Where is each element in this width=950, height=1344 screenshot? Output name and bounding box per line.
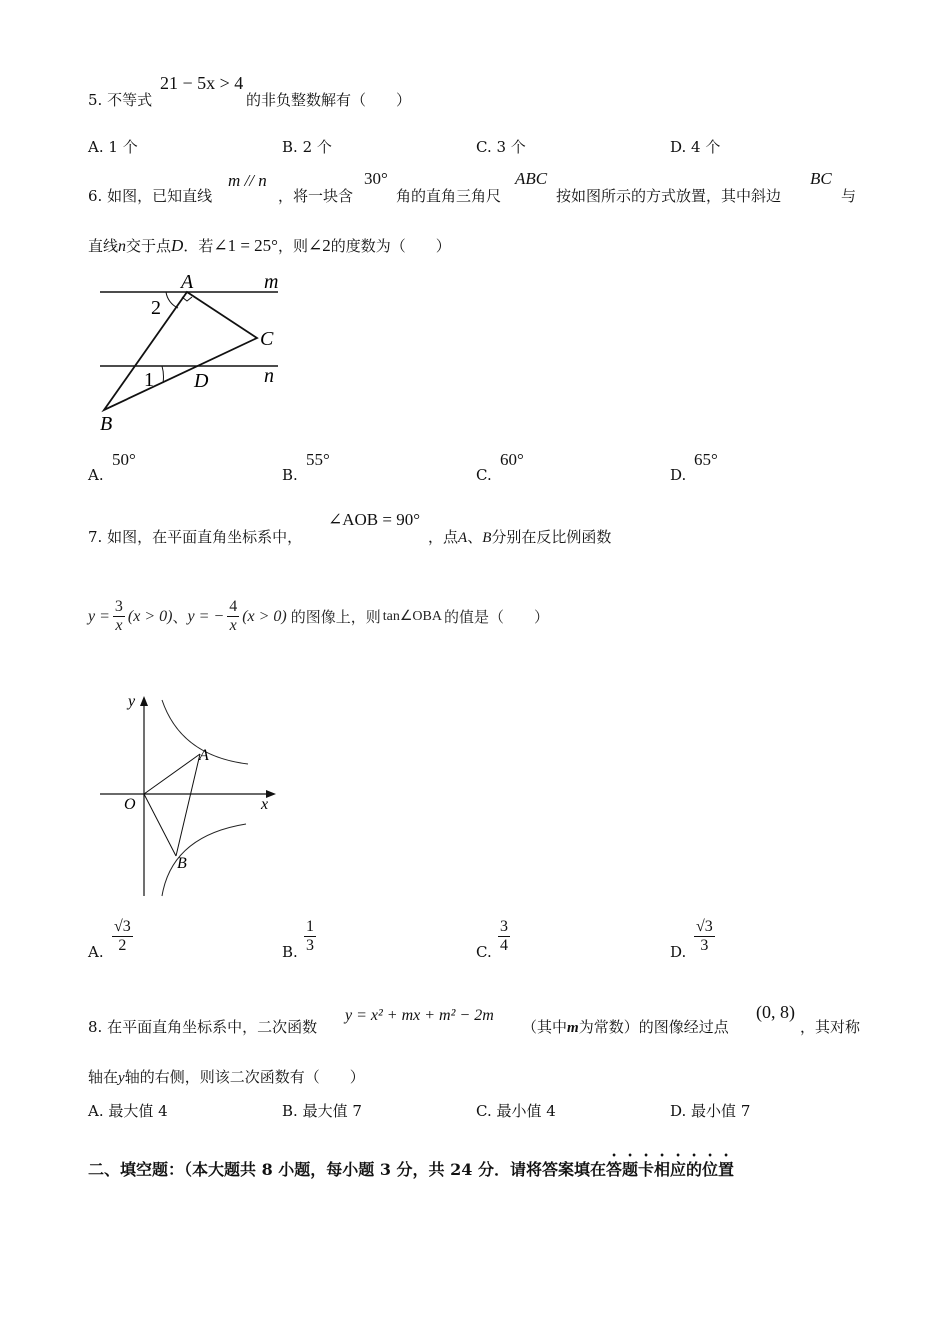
q8-stem-line2: 轴在y轴的右侧，则该二次函数有（ ） [88, 1068, 365, 1086]
q5-text-end: 的非负整数解有（ ） [246, 91, 412, 109]
q8-math-quadratic: y = x² + mx + m² − 2m [345, 1007, 494, 1024]
triangle-abc [104, 292, 257, 410]
label-b: B [100, 413, 113, 435]
q8-option-a[interactable]: A. 最大值 4 [88, 1102, 168, 1120]
q7-option-a-letter[interactable]: A. [88, 943, 104, 961]
angle-1-arc [162, 366, 163, 383]
q6-option-a[interactable]: 50° [112, 450, 136, 469]
label-2: 2 [151, 297, 161, 319]
q8-text4: ，其对称 [800, 1018, 861, 1036]
label-a: A [181, 271, 194, 293]
q5-stem: 5. 不等式 [88, 91, 153, 109]
q6-option-c-letter[interactable]: C. [476, 466, 492, 484]
angle-2-arc [166, 292, 178, 308]
q6-math-parallel: m // n [228, 171, 267, 190]
q6-option-b-letter[interactable]: B. [282, 466, 298, 484]
q7-figure [96, 688, 286, 900]
section-2-emphasis: 答题卡相应的位置 [605, 1160, 734, 1179]
y-axis-arrow [140, 696, 148, 706]
q7-functions: y = $\frac{3}{x}$ (x > 0) 、 y = − $\frac{4}{x}$ (x > 0) 的图像上，则 tan∠OBA 的值是（ ） [88, 598, 549, 634]
q6-text5: 与 [841, 187, 857, 205]
segment-ob [144, 794, 176, 856]
q7-option-b[interactable]: $\frac{1}{3}$ [306, 918, 314, 954]
q6-option-b[interactable]: 55° [306, 450, 330, 469]
label-a: A [199, 747, 209, 764]
q5-option-b[interactable]: B. 2 个 [282, 138, 332, 156]
q8-point: (0, 8) [756, 1002, 795, 1022]
section-2-heading: 二、填空题：（本大题共 8 小题，每小题 3 分，共 24 分．请将答案填在答题卡相应的位置 [88, 1160, 734, 1179]
q5-option-d[interactable]: D. 4 个 [670, 138, 721, 156]
q8-option-b[interactable]: B. 最大值 7 [282, 1102, 362, 1120]
label-y: y [128, 693, 136, 710]
q5-option-a[interactable]: A. 1 个 [88, 138, 138, 156]
q6-text4: 按如图所示的方式放置，其中斜边 [556, 187, 782, 205]
q6-option-c[interactable]: 60° [500, 450, 524, 469]
q8-text2: （其中m为常数）的图像经过点 [522, 1018, 729, 1036]
q6-option-a-letter[interactable]: A. [88, 466, 104, 484]
q6-text3: 角的直角三角尺 [396, 187, 502, 205]
q7-option-d[interactable]: $\frac{√3}{3}$ [696, 918, 713, 954]
label-o: O [124, 796, 136, 813]
q6-option-d-letter[interactable]: D. [670, 466, 687, 484]
q7-text2: ，点A、B分别在反比例函数 [428, 528, 612, 546]
q6-option-d[interactable]: 65° [694, 450, 718, 469]
q6-math-bc: BC [810, 169, 832, 188]
curve-neg4-over-x [162, 824, 246, 896]
q8-option-c[interactable]: C. 最小值 4 [476, 1102, 556, 1120]
q5-text: 不等式 [107, 91, 153, 109]
q7-option-a[interactable]: $\frac{√3}{2}$ [114, 918, 131, 954]
q7-option-c-letter[interactable]: C. [476, 943, 492, 961]
q5-inequality: 21 − 5x > 4 [160, 73, 244, 93]
q6-stem-line1: 6. 如图，已知直线 [88, 187, 213, 205]
q6-figure [90, 268, 300, 438]
label-n: n [264, 365, 274, 387]
q7-option-d-letter[interactable]: D. [670, 943, 687, 961]
q7-math-aob: ∠AOB = 90° [328, 510, 421, 529]
label-b: B [177, 855, 187, 872]
q6-stem-line2: 直线n交于点D．若∠1 = 25°，则∠2的度数为（ ） [88, 236, 451, 255]
q8-stem-line1: 8. 在平面直角坐标系中，二次函数 [88, 1018, 318, 1036]
right-angle-mark [182, 297, 192, 301]
q6-math-30: 30° [364, 169, 388, 188]
label-c: C [260, 328, 274, 350]
label-m: m [264, 271, 279, 293]
q7-option-b-letter[interactable]: B. [282, 943, 298, 961]
label-x: x [261, 796, 269, 813]
q5-option-c[interactable]: C. 3 个 [476, 138, 526, 156]
q6-text2: ，将一块含 [278, 187, 354, 205]
q7-stem-line1: 7. 如图，在平面直角坐标系中， [88, 528, 303, 546]
q8-option-d[interactable]: D. 最小值 7 [670, 1102, 751, 1120]
q7-option-c[interactable]: $\frac{3}{4}$ [500, 918, 508, 954]
q6-math-abc: ABC [515, 169, 548, 188]
label-d: D [194, 370, 209, 392]
segment-ab [176, 754, 200, 856]
label-1: 1 [144, 369, 154, 391]
